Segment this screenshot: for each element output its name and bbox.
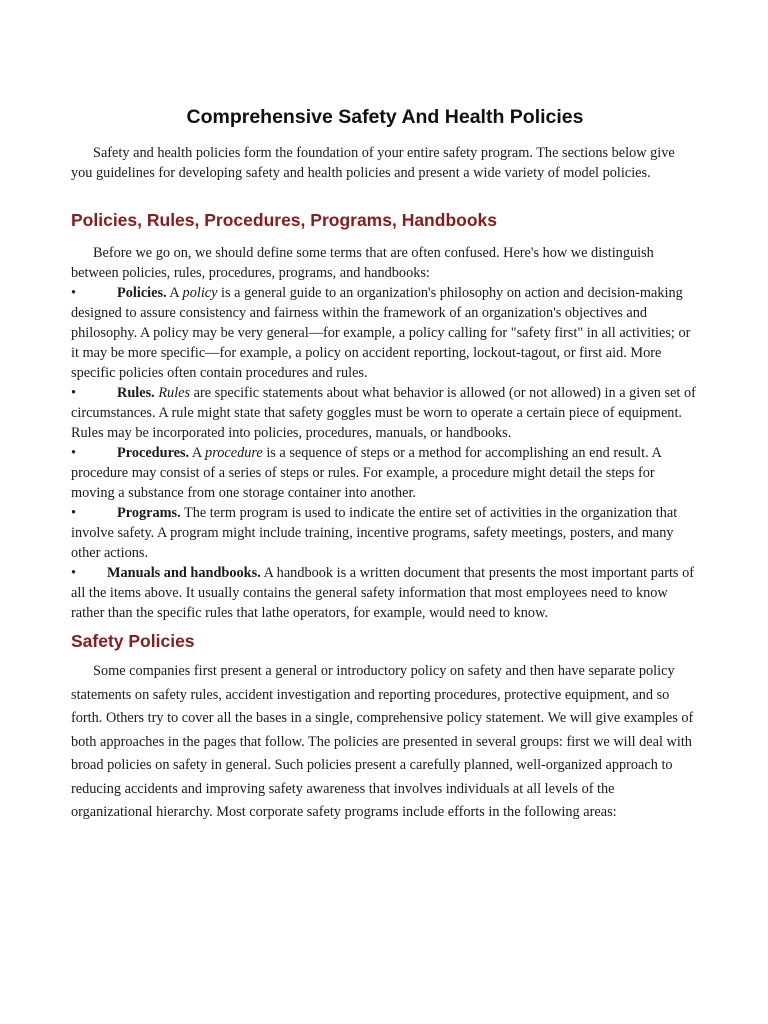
safety-policies-paragraph: Some companies first present a general or introductory policy on safety and then have separate policy statements on safety rules, accident investigation and reporting procedures, protective equipment, and so forth. Others try to cover all the bases in a single, comprehensive policy statement. We will give examples of both approaches in the pages that follow. The policies are presented in several groups: first we will deal with broad policies on safety in general. Such policies present a carefully planned, well-organized approach to reducing accidents and improving safety awareness that involves individuals at all levels of the organizational hierarchy. Most corporate safety programs include efforts in the following areas: xyxy=(71,663,694,820)
bullet-marker: • xyxy=(71,285,77,301)
bullet-text: The term program is used to indicate the entire set of activities in the organization that involve safety. A program might include training, incentive programs, safety meetings, posters, and many other actions. xyxy=(71,505,678,561)
section-heading-safety-policies: Safety Policies xyxy=(71,631,195,651)
term-policies: Policies. xyxy=(117,285,167,301)
bullet-programs xyxy=(71,503,699,563)
term-italic: policy xyxy=(182,285,218,301)
bullet-text: are specific statements about what behavior is allowed (or not allowed) in a given set of circumstances. A rule might state that safety goggles must be worn to operate a certain piece of equipment. Rules may be incorporated into policies, procedures, manuals, or handbooks. xyxy=(71,385,696,441)
bullet-policies xyxy=(71,283,699,383)
bullet-text: is a sequence of steps or a method for accomplishing an end result. A procedure may consist of a series of steps or rules. For example, a procedure might detail the steps for moving a substance from one storage container into another. xyxy=(71,445,661,501)
bullet-marker: • xyxy=(71,565,77,581)
bullet-rules xyxy=(71,383,699,443)
term-italic: procedure xyxy=(205,445,263,461)
bullet-marker: • xyxy=(71,505,77,521)
intro-paragraph-block xyxy=(71,143,699,183)
bullet-text-pre: A xyxy=(166,285,183,301)
term-manuals-handbooks: Manuals and handbooks. xyxy=(107,565,261,581)
term-rules: Rules. xyxy=(117,385,155,401)
page-title: Comprehensive Safety And Health Policies xyxy=(186,106,584,128)
section-heading-policies-rules: Policies, Rules, Procedures, Programs, Handbooks xyxy=(71,210,497,230)
intro-paragraph: Safety and health policies form the foundation of your entire safety program. The sections below give you guidelines for developing safety and health policies and present a wide variety of model policies. xyxy=(71,145,675,181)
bullet-manuals-handbooks xyxy=(71,563,699,623)
term-procedures: Procedures. xyxy=(117,445,190,461)
bullet-marker: • xyxy=(71,385,77,401)
bullet-text: is a general guide to an organization's philosophy on action and decision-making designed to assure consistency and fairness within the framework of an organization's objectives and philosophy. A policy may be very general—for example, a policy calling for "safety first" in all activities; or it may be more specific—for example, a policy on accident reporting, lockout-tagout, or first aid. More specific policies often contain procedures and rules. xyxy=(71,285,691,381)
bullet-text: A handbook is a written document that presents the most important parts of all the items above. It usually contains the general safety information that most employees need to know rather than the specific rules that lathe operators, for example, would need to know. xyxy=(71,565,694,621)
term-programs: Programs. xyxy=(117,505,181,521)
definitions-block xyxy=(71,243,699,623)
safety-policies-block xyxy=(71,660,699,825)
definitions-lead: Before we go on, we should define some terms that are often confused. Here's how we distinguish between policies, rules, procedures, programs, and handbooks: xyxy=(71,245,654,281)
bullet-text-pre: A xyxy=(189,445,206,461)
term-italic: Rules xyxy=(158,385,191,401)
bullet-marker: • xyxy=(71,445,77,461)
bullet-procedures xyxy=(71,443,699,503)
